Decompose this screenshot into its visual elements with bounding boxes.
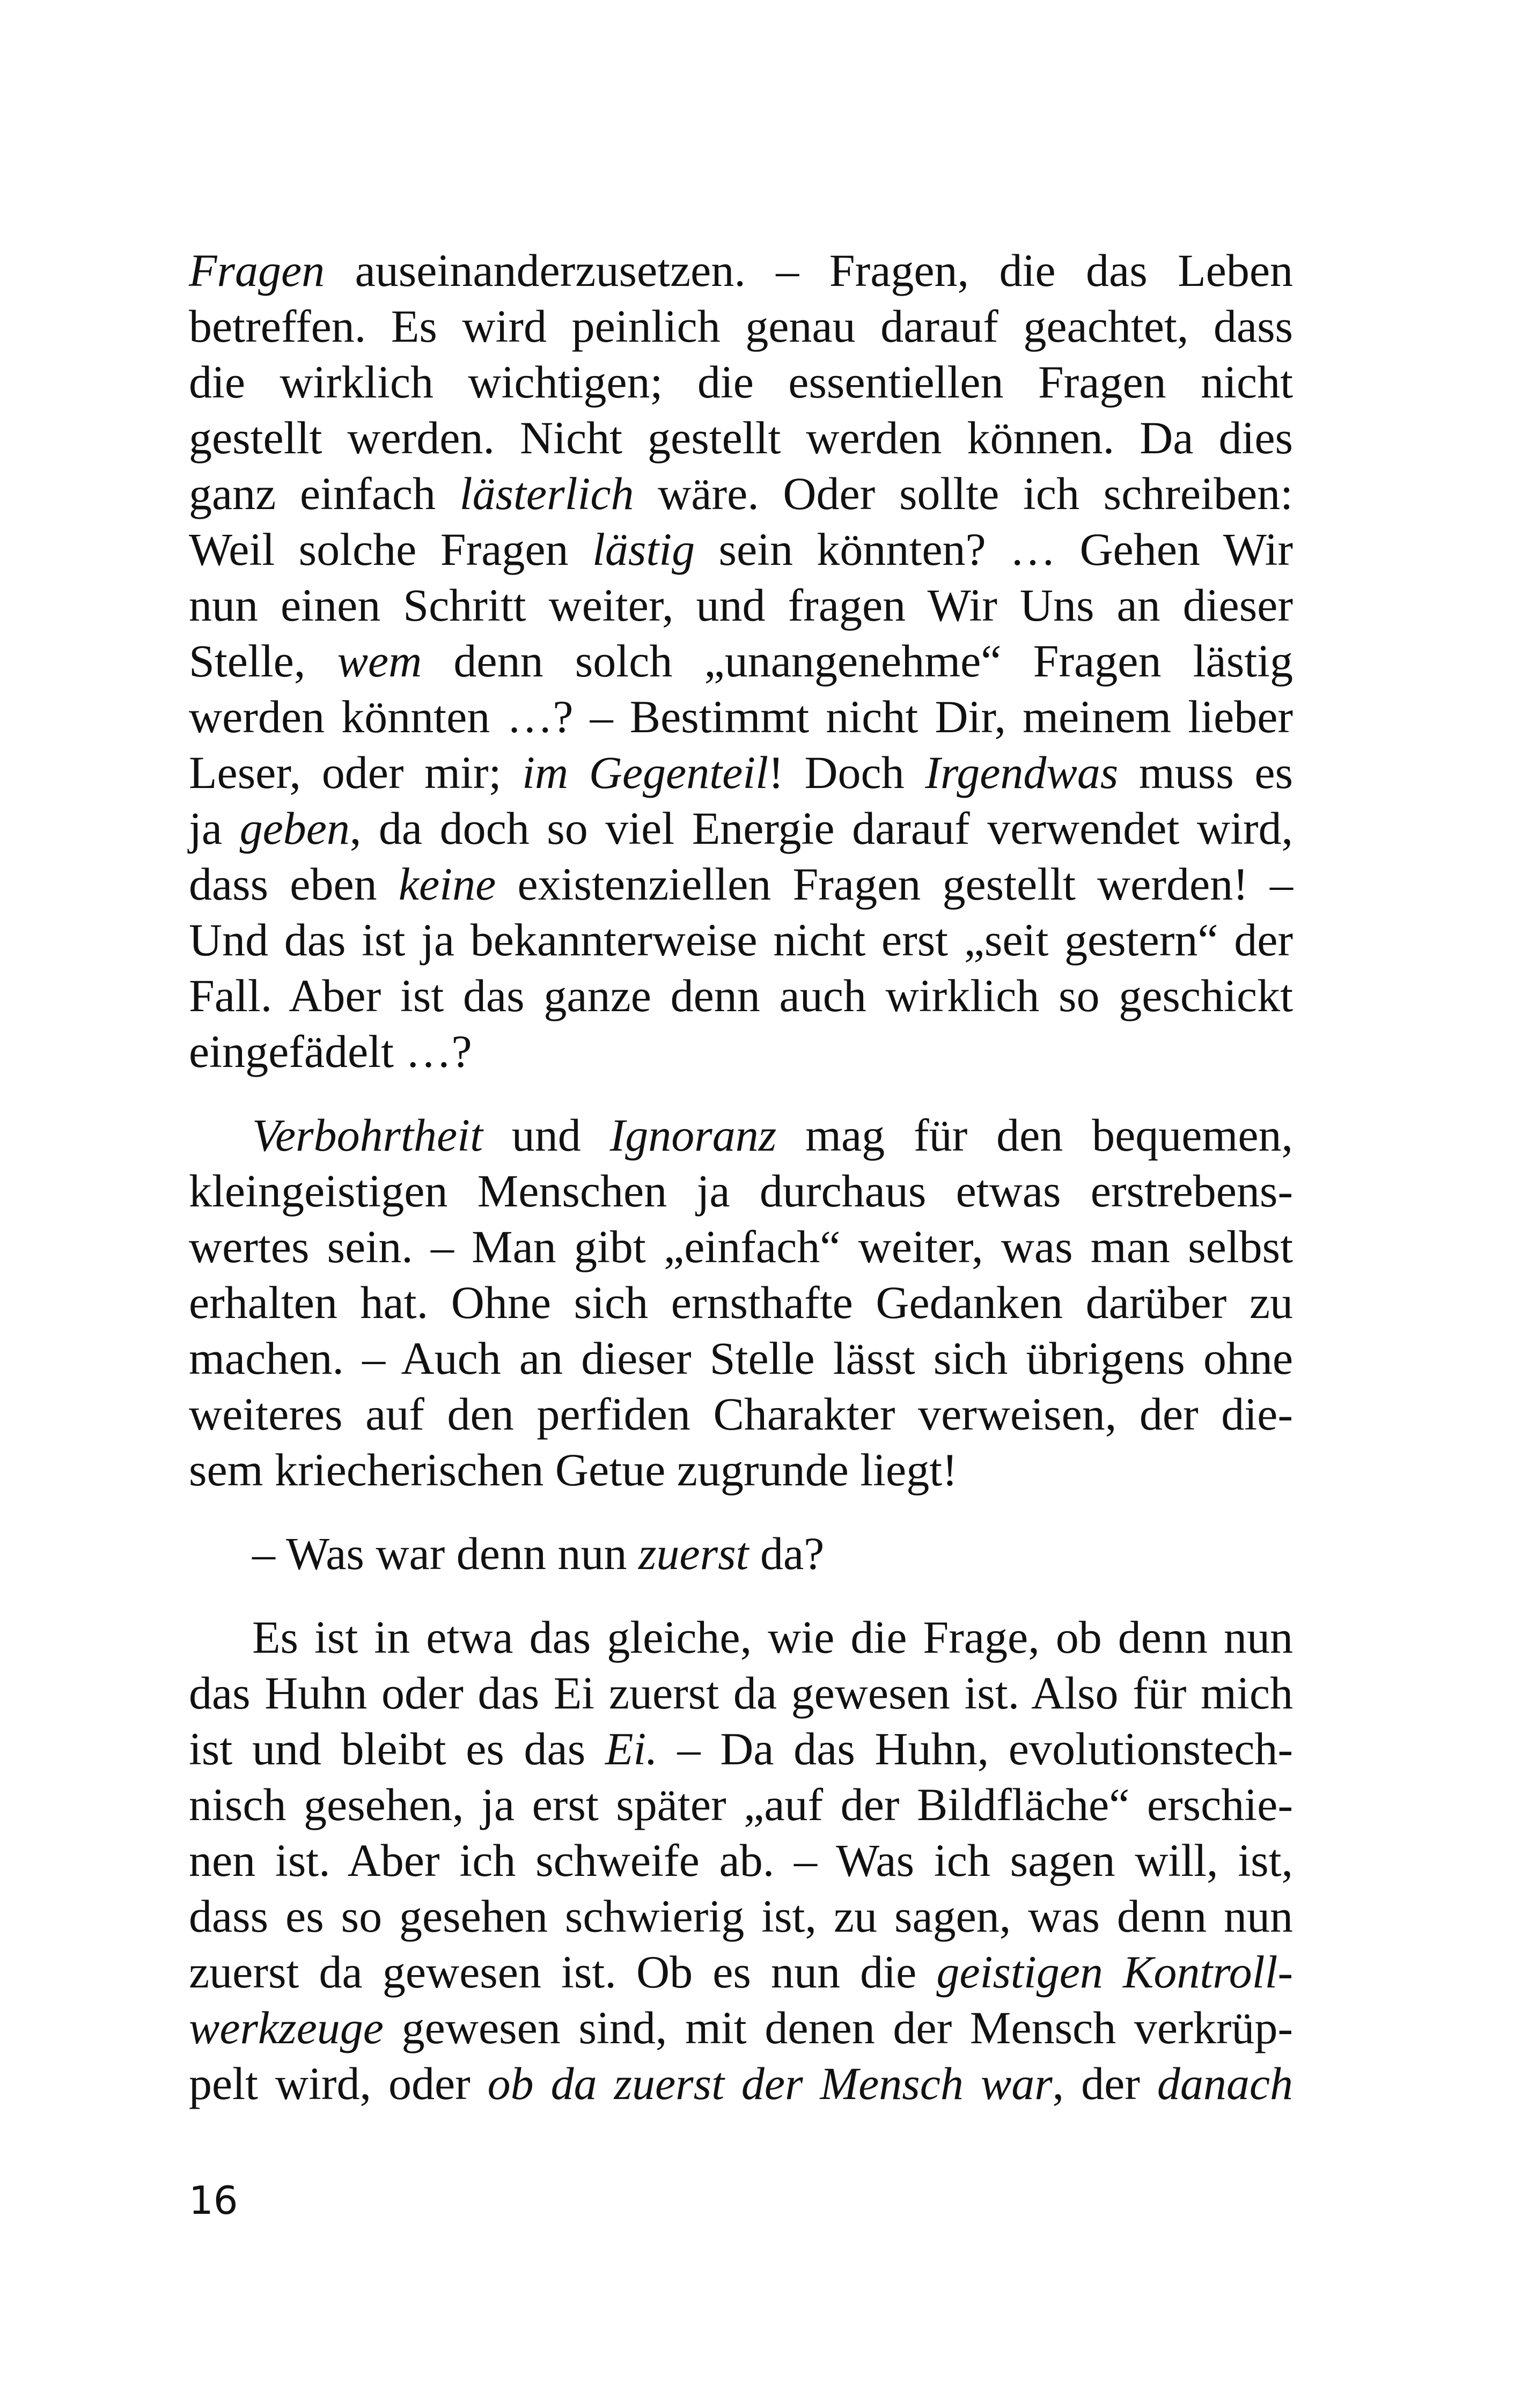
text-line [189,1609,1293,1665]
text-line [189,466,1293,521]
text-segment: Leser, oder mir; [189,747,523,798]
text-line [189,1944,1293,2000]
text-segment: da? [748,1528,825,1579]
text-segment: weiteres auf den perfiden Charakter verweisen, der die- [189,1388,1293,1440]
text-segment: werden könnten …? – Bestimmt nicht Dir, meinem lieber [189,691,1293,742]
text-segment: eingefädelt …? [189,1026,472,1077]
text-segment: ! Doch [768,747,925,798]
paragraph-gap [189,1581,1293,1609]
text-segment: nen ist. Aber ich schweife ab. – Was ich sagen will, ist, [189,1835,1293,1886]
italic-text: Ei. [605,1723,658,1774]
text-line [189,242,1293,298]
text-segment: muss es [1118,747,1293,798]
text-segment: , da doch so viel Energie darauf verwendet wird, [349,802,1293,854]
italic-text: lästig [592,524,695,575]
italic-text: lästerlich [459,468,634,519]
text-line [189,1275,1293,1330]
text-segment: Und das ist ja bekannterweise nicht erst „seit gestern“ der [189,914,1293,966]
text-segment: erhalten hat. Ohne sich ernsthafte Gedanken darüber zu [189,1277,1293,1328]
text-segment: wertes sein. – Man gibt „einfach“ weiter, was man selbst [189,1221,1293,1272]
text-segment: das Huhn oder das Ei zuerst da gewesen ist. Also für mich [189,1667,1293,1719]
italic-text: Irgendwas [925,747,1119,798]
text-segment: gestellt werden. Nicht gestellt werden können. Da dies [189,412,1293,463]
text-segment: ist und bleibt es das [189,1723,605,1774]
text-segment: nisch gesehen, ja erst später „auf der Bildfläche“ erschie- [189,1779,1293,1830]
text-line [189,1665,1293,1721]
page-number: 16 [189,2178,238,2223]
italic-text: Verbohrtheit [252,1109,483,1161]
text-line [189,1888,1293,1944]
text-line [189,298,1293,354]
text-line [189,410,1293,466]
italic-text: Fragen [189,245,325,296]
text-segment: zuerst da gewesen ist. Ob es nun die [189,1946,937,1998]
text-segment: mag für den bequemen, [776,1109,1294,1161]
text-segment: kleingeistigen Menschen ja durchaus etwas erstrebens- [189,1165,1293,1217]
paragraph-gap [189,1498,1293,1526]
text-segment: pelt wird, oder [189,2058,488,2109]
text-line [189,1777,1293,1832]
text-segment: existenziellen Fragen gestellt werden! – [496,858,1293,910]
text-segment: Es ist in etwa das gleiche, wie die Frage, ob denn nun [252,1611,1293,1663]
text-segment: Stelle, [189,635,337,687]
text-line [189,633,1293,689]
paragraph [189,1609,1293,2111]
text-segment: und [482,1109,610,1161]
text-line [189,1721,1293,1777]
paragraph [189,1526,1293,1581]
paragraph [189,242,1293,1079]
italic-text: zuerst [638,1528,749,1579]
text-line [189,1526,1293,1581]
text-line [189,2056,1293,2111]
body-text [189,242,1293,2111]
text-segment: betreffen. Es wird peinlich genau darauf geachtet, dass [189,300,1293,352]
italic-text: im Gegenteil [522,747,769,798]
text-segment: gewesen sind, mit denen der Mensch verkrüp- [383,2002,1293,2053]
italic-text: danach [1157,2058,1293,2109]
text-segment: nun einen Schritt weiter, und fragen Wir Uns an dieser [189,579,1293,631]
text-line [189,354,1293,410]
text-line [189,1832,1293,1888]
text-line [189,856,1293,912]
text-line [189,1023,1293,1079]
text-line [189,912,1293,968]
text-line [189,689,1293,745]
text-line [189,968,1293,1023]
text-segment: sem kriecherischen Getue zugrunde liegt! [189,1444,958,1496]
text-line [189,521,1293,577]
text-line [189,1163,1293,1219]
text-segment: Weil solche Fragen [189,524,592,575]
paragraph [189,1107,1293,1498]
text-line [189,800,1293,856]
italic-text: ob da zuerst der Mensch war [487,2058,1053,2109]
text-line [189,1219,1293,1275]
italic-text: Ignoranz [609,1109,777,1161]
text-segment: dass es so gesehen schwierig ist, zu sagen, was denn nun [189,1890,1293,1942]
text-segment: Fall. Aber ist das ganze denn auch wirklich so geschickt [189,970,1293,1021]
text-segment: , der [1052,2058,1157,2109]
italic-text: geben [239,802,350,854]
text-line [189,1107,1293,1163]
italic-text: wem [337,635,422,687]
text-line [189,1386,1293,1442]
italic-text: keine [398,858,496,910]
text-segment: die wirklich wichtigen; die essentiellen Fragen nicht [189,356,1293,408]
text-segment: ganz einfach [189,468,460,519]
text-segment: wäre. Oder sollte ich schreiben: [634,468,1294,519]
text-segment: – Was war denn nun [252,1528,638,1579]
text-line [189,745,1293,800]
italic-text: werkzeuge [189,2002,384,2053]
text-segment: ja [189,802,240,854]
text-line [189,1330,1293,1386]
text-segment: dass eben [189,858,399,910]
text-segment: – Da das Huhn, evolutionstech- [657,1723,1294,1774]
text-line [189,1442,1293,1498]
text-segment: machen. – Auch an dieser Stelle lässt sich übrigens ohne [189,1332,1293,1384]
text-line [189,2000,1293,2056]
text-segment: sein könnten? … Gehen Wir [695,524,1294,575]
text-segment: auseinanderzusetzen. – Fragen, die das Leben [325,245,1293,296]
paragraph-gap [189,1079,1293,1107]
text-segment: denn solch „unangenehme“ Fragen lästig [422,635,1293,687]
text-line [189,577,1293,633]
italic-text: geistigen Kontroll- [936,1946,1293,1998]
